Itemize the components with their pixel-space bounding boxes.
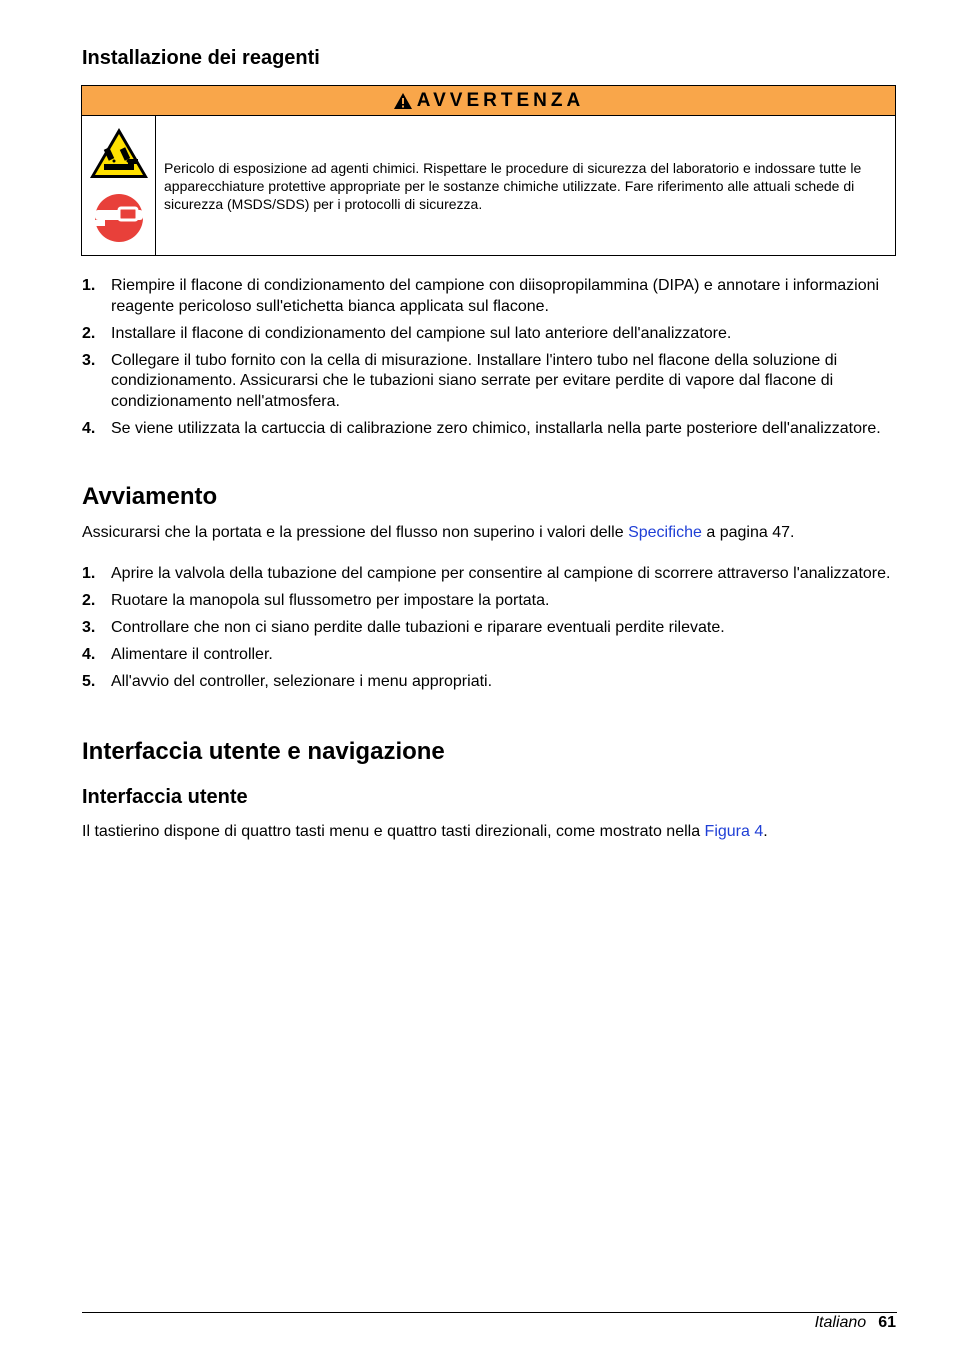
step-number: 1. <box>82 565 96 582</box>
list-item <box>82 276 897 317</box>
step-number: 2. <box>82 592 96 609</box>
figure-link[interactable]: Figura 4 <box>704 823 764 840</box>
warning-text: Pericolo di esposizione ad agenti chimici. Rispettare le procedure di sicurezza del laboratorio e indossare tutte le apparecchiature protettive appropriate per le sostanze chimiche utilizzate. Fare riferimento alle attuali schede di sicurezza (MSDS/SDS) per i protocolli di sicurezza. <box>164 160 862 212</box>
step-number: 2. <box>82 324 96 342</box>
startup-intro: Assicurarsi che la portata e la pressione del flusso non superino i valori delle Specifiche a pagina 47. <box>82 524 795 541</box>
step-text: All'avvio del controller, selezionare i menu appropriati. <box>111 673 493 690</box>
step-text: Installare il flacone di condizionamento del campione sul lato anteriore dell'analizzatore. <box>111 324 732 342</box>
ui-subheading: Interfaccia utente <box>82 786 248 808</box>
list-item <box>82 419 897 440</box>
list-item <box>82 324 897 345</box>
step-text: Aprire la valvola della tubazione del campione per consentire al campione di scorrere attraverso l'analizzatore. <box>111 565 891 582</box>
list-item <box>82 591 897 612</box>
step-number: 4. <box>82 419 96 437</box>
ui-nav-heading: Interfaccia utente e navigazione <box>82 738 445 765</box>
step-text: Controllare che non ci siano perdite dalle tubazioni e riparare eventuali perdite rilevate. <box>111 619 725 636</box>
list-item <box>82 351 897 413</box>
warning-label: AVVERTENZA <box>416 89 585 111</box>
list-item <box>82 564 897 585</box>
step-number: 3. <box>82 619 96 636</box>
startup-heading: Avviamento <box>82 483 218 510</box>
reagent-steps-list <box>82 276 897 446</box>
list-item <box>82 672 897 693</box>
specifications-link[interactable]: Specifiche <box>628 524 702 541</box>
step-text: Alimentare il controller. <box>111 646 273 663</box>
step-number: 3. <box>82 351 96 369</box>
chemical-hazard-icon <box>88 126 150 180</box>
section-title: Installazione dei reagenti <box>82 47 320 69</box>
ui-paragraph: Il tastierino dispone di quattro tasti menu e quattro tasti direzionali, come mostrato nella Figura 4. <box>82 823 768 840</box>
step-number: 4. <box>82 646 96 663</box>
warning-triangle-icon <box>393 92 413 110</box>
list-item <box>82 645 897 666</box>
step-text: Se viene utilizzata la cartuccia di calibrazione zero chimico, installarla nella parte posteriore dell'analizzatore. <box>111 419 881 437</box>
step-text: Collegare il tubo fornito con la cella di misurazione. Installare l'intero tubo nel flacone della soluzione di condizionamento. Assicurarsi che le tubazioni siano serrate per evitare perdite di vapore dal flacone di condizionamento nell'atmosfera. <box>111 351 838 410</box>
step-text: Riempire il flacone di condizionamento del campione con diisopropilammina (DIPA) e annotare i informazioni reagente pericoloso sull'etichetta bianca applicata sul flacone. <box>111 277 880 315</box>
safety-goggles-icon <box>93 190 145 246</box>
footer-divider <box>82 1312 897 1313</box>
startup-steps-list <box>82 564 897 699</box>
step-number: 5. <box>82 673 96 690</box>
list-item <box>82 618 897 639</box>
page-number: 61 <box>878 1314 896 1331</box>
warning-box <box>81 85 896 256</box>
page-footer <box>815 1313 896 1333</box>
warning-header <box>82 86 895 116</box>
step-text: Ruotare la manopola sul flussometro per impostare la portata. <box>111 592 550 609</box>
footer-language: Italiano <box>814 1314 867 1331</box>
step-number: 1. <box>82 277 96 294</box>
